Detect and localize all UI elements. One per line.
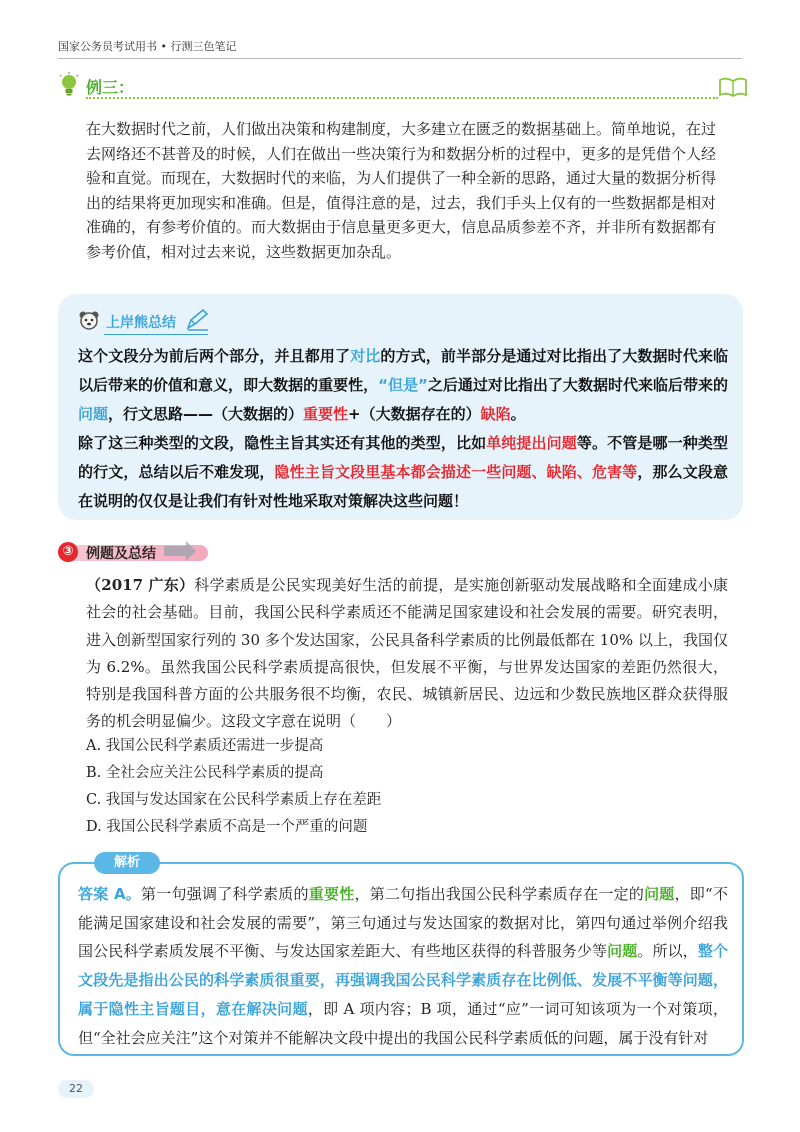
summary-highlight-blue: “但是”	[378, 376, 428, 394]
summary-highlight-red: 单纯提出问题	[486, 434, 577, 452]
option-c: C. 我国与发达国家在公民科学素质上存在差距	[86, 792, 382, 808]
answer-label: 答案 A。	[78, 885, 142, 903]
option-d: D. 我国公民科学素质不高是一个严重的问题	[86, 819, 368, 835]
running-header: 国家公务员考试用书 • 行测三色笔记	[58, 40, 237, 53]
summary-highlight-blue: 对比	[350, 347, 381, 365]
analysis-seg: 第一句强调了科学素质的	[141, 885, 309, 903]
arrow-icon	[162, 540, 198, 562]
summary-highlight-red: 缺陷	[480, 405, 511, 423]
summary-seg: ，那么文段意在说明的仅仅是让我们有针对性地采取对策解决这些问题！	[78, 463, 728, 510]
summary-underline	[104, 334, 208, 335]
analysis-highlight-blue: 整个文段先是指出公民的科学素质很重要，再强调我国公民科学素质存在比例低、发展不平衡等问题，属于隐性主旨题目，意在解决问题	[78, 942, 728, 1018]
analysis-highlight-green: 重要性	[308, 885, 355, 903]
summary-seg: 除了这三种类型的文段，隐性主旨其实还有其他的类型，比如	[78, 434, 487, 452]
option-b: B. 全社会应关注公民科学素质的提高	[86, 765, 324, 781]
analysis-seg: 。所以，	[637, 942, 698, 961]
section-heading	[58, 542, 218, 564]
analysis-highlight-green: 问题	[607, 942, 638, 961]
summary-highlight-blue: 问题	[78, 405, 109, 423]
pencil-icon	[184, 308, 210, 332]
question-body: 科学素质是公民实现美好生活的前提，是实施创新驱动发展战略和全面建成小康社会的社会基础。目前，我国公民科学素质还不能满足国家建设和社会发展的需要。研究表明，进入创新型国家行列的 30 多个发达国家，公民具备科学素质的比例最低都在 10% 以上，我国仅为 6.2%。虽然我国公民科学素质提高很快，但发展不平衡，与世界发达国家的差距仍然很大，特别是我国科普方面的公共服务很不均衡，农民、城镇新居民、边远和少数民族地区群众获得服务的机会明显偏少。这段文字意在说明（ ）	[86, 576, 728, 731]
summary-title: 上岸熊总结	[106, 315, 176, 331]
example-heading	[58, 72, 748, 100]
summary-seg: 。	[510, 405, 526, 423]
summary-badge	[78, 308, 218, 334]
analysis-text	[78, 880, 728, 1052]
dotted-divider	[86, 97, 718, 99]
summary-seg: 等。不管是哪一种类型的行文，总结以后不难发现，	[78, 434, 728, 481]
option-a: A. 我国公民科学素质还需进一步提高	[86, 738, 324, 754]
summary-seg: +（大数据存在的）	[348, 405, 481, 423]
summary-box	[58, 294, 743, 520]
analysis-seg: ，第二句指出我国公民科学素质存在一定的	[354, 885, 645, 903]
example-paragraph: 在大数据时代之前，人们做出决策和构建制度，大多建立在匮乏的数据基础上。简单地说，在过去网络还不甚普及的时候，人们在做出一些决策行为和数据分析的过程中，更多的是凭借个人经验和直觉。而现在，大数据时代的来临，为人们提供了一种全新的思路，通过大量的数据分析得出的结果将更加现实和准确。但是，值得注意的是，过去，我们手头上仅有的一些数据都是相对准确的，有参考价值的。而大数据由于信息量更多更大，信息品质参差不齐，并非所有数据都有参考价值，相对过去来说，这些数据更加杂乱。	[86, 120, 717, 261]
analysis-badge: 解析	[94, 852, 160, 874]
page-number: 22	[58, 1080, 94, 1098]
summary-seg: 这个文段分为前后两个部分，并且都用了	[78, 347, 351, 365]
analysis-seg: ，即“不能满足国家建设和社会发展的需要”，第三句通过与发达国家的数据对比，第四句通过举例介绍我国公民科学素质发展不平衡、与发达国家差距大、有些地区获得的科普服务少等	[78, 885, 728, 961]
header-rule	[58, 58, 742, 59]
section-title: 例题及总结	[86, 546, 156, 562]
lightbulb-icon	[58, 72, 80, 98]
section-number: ③	[58, 542, 78, 562]
bear-icon	[78, 310, 100, 330]
open-book-icon	[718, 76, 748, 98]
summary-text	[78, 342, 728, 516]
example-title: 例三：	[86, 78, 135, 97]
summary-seg: 之后通过对比指出了大数据时代来临后带来的	[427, 376, 728, 394]
summary-highlight-red: 隐性主旨文段里基本都会描述一些问题、缺陷、危害等	[274, 463, 638, 481]
question-year: （2017 广东）	[86, 576, 195, 594]
analysis-seg: ，即 A 项内容；B 项，通过“应”一词可知该项为一个对策项，但“全社会应关注”这个对策并不能解决文段中提出的我国公民科学素质低的问题，属于没有针对	[78, 999, 728, 1047]
summary-seg: 的方式，前半部分是通过对比指出了大数据时代来临以后带来的价值和意义，即大数据的重要性，	[78, 347, 728, 394]
summary-highlight-red: 重要性	[303, 405, 349, 423]
question-text	[86, 572, 728, 736]
analysis-highlight-green: 问题	[644, 885, 675, 903]
summary-seg: ，行文思路——（大数据的）	[108, 405, 304, 423]
